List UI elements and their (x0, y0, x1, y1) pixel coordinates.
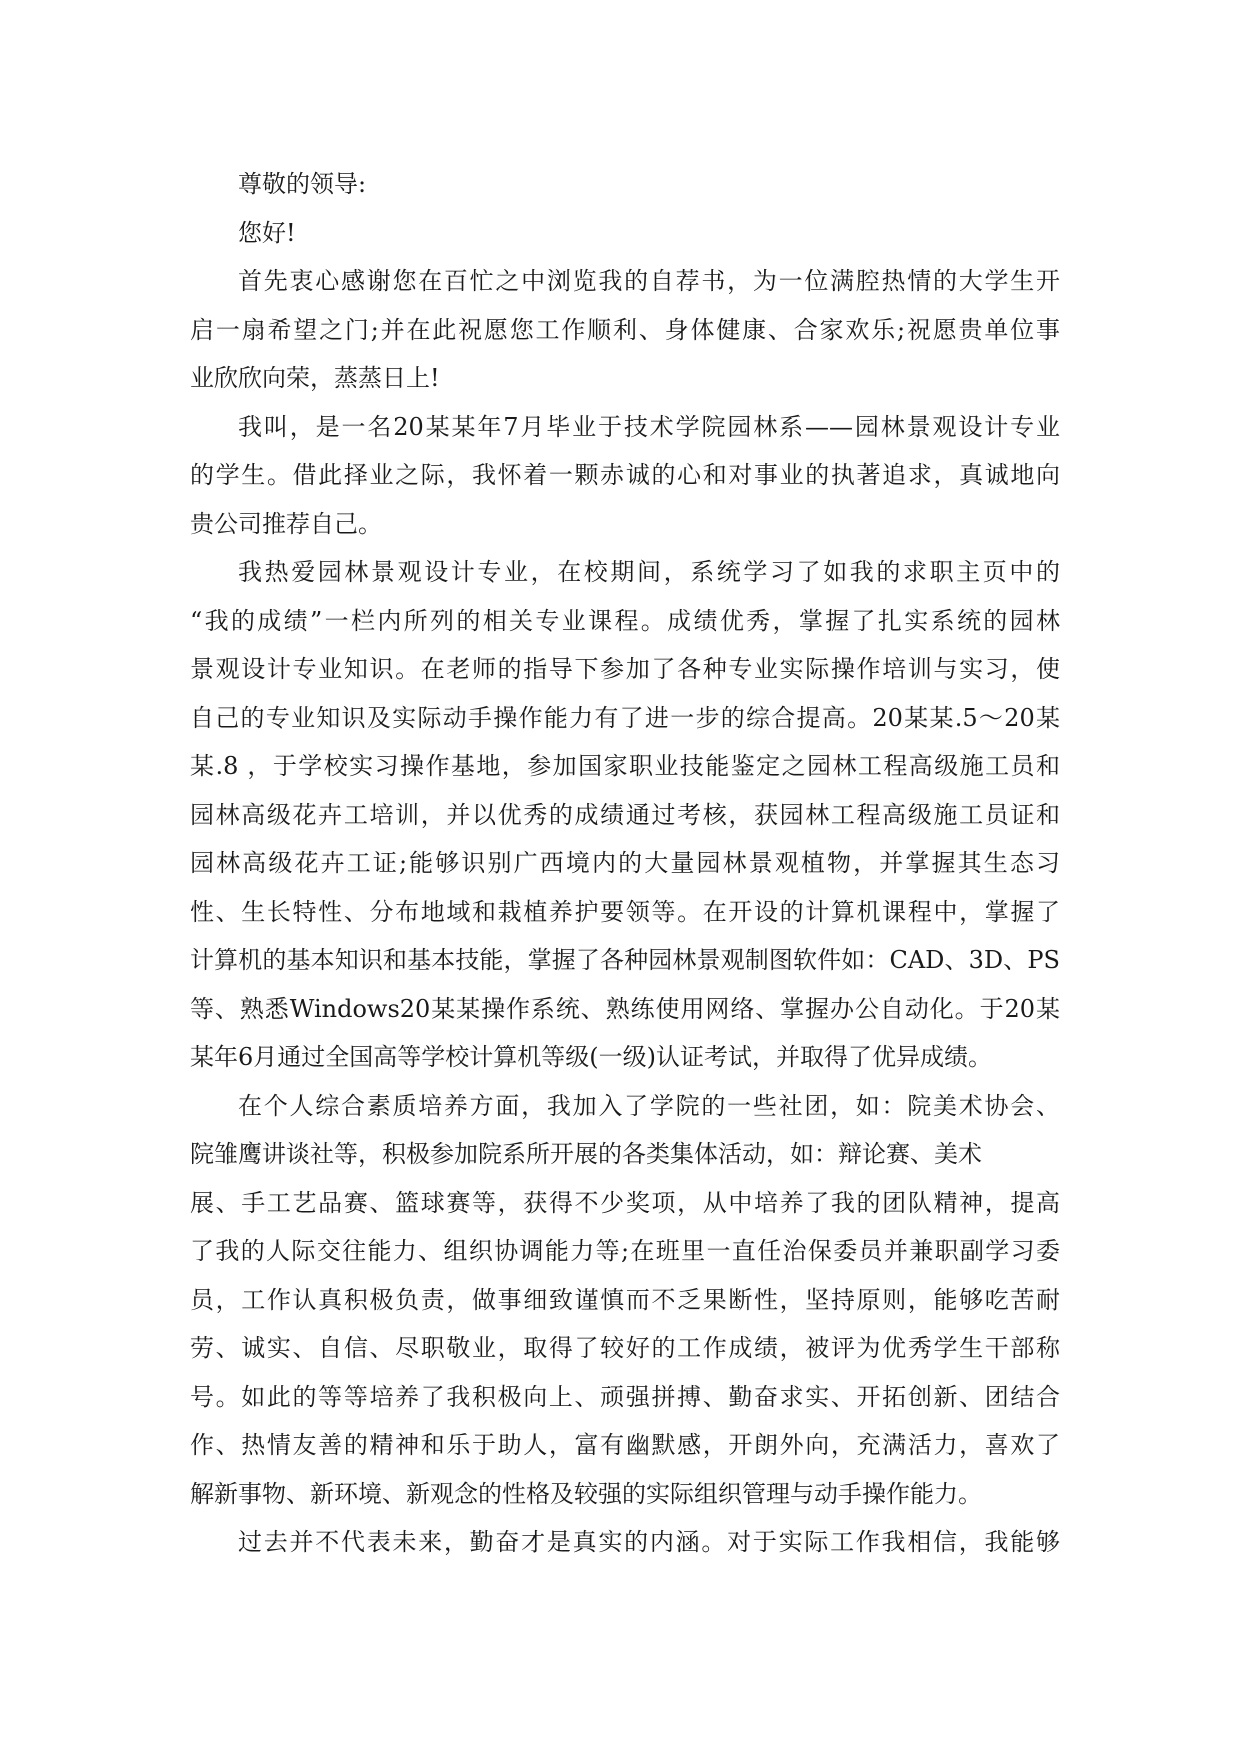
paragraph-line: 的学生。借此择业之际，我怀着一颗赤诚的心和对事业的执著追求，真诚地向 (190, 461, 1060, 489)
paragraph-line: 首先衷心感谢您在百忙之中浏览我的自荐书，为一位满腔热情的大学生开 (238, 267, 1060, 295)
paragraph-line: 院雏鹰讲谈社等，积极参加院系所开展的各类集体活动，如：辩论赛、美术 (190, 1140, 982, 1168)
paragraph-line: 作、热情友善的精神和乐于助人，富有幽默感，开朗外向，充满活力，喜欢了 (190, 1431, 1060, 1459)
paragraph-line: 景观设计专业知识。在老师的指导下参加了各种专业实际操作培训与实习，使 (190, 655, 1060, 683)
hello-line: 您好! (238, 218, 296, 247)
paragraph-line: 我叫，是一名20某某年7月毕业于技术学院园林系——园林景观设计专业 (238, 412, 1060, 441)
paragraph-line: 贵公司推荐自己。 (190, 509, 382, 538)
paragraph-line: 园林高级花卉工证;能够识别广西境内的大量园林景观植物，并掌握其生态习 (190, 849, 1060, 877)
paragraph-line: 自己的专业知识及实际动手操作能力有了进一步的综合提高。20某某.5～20某 (190, 703, 1060, 732)
paragraph-line: 劳、诚实、自信、尽职敬业，取得了较好的工作成绩，被评为优秀学生干部称 (190, 1334, 1060, 1362)
paragraph-line: 业欣欣向荣，蒸蒸日上! (190, 364, 440, 392)
paragraph-line: 员，工作认真积极负责，做事细致谨慎而不乏果断性，坚持原则，能够吃苦耐 (190, 1285, 1060, 1314)
paragraph-line: 展、手工艺品赛、篮球赛等，获得不少奖项，从中培养了我的团队精神，提高 (190, 1188, 1060, 1217)
paragraph-line: 我热爱园林景观设计专业，在校期间，系统学习了如我的求职主页中的 (238, 558, 1060, 586)
paragraph-line: 某.8 ，于学校实习操作基地，参加国家职业技能鉴定之园林工程高级施工员和 (190, 752, 1060, 780)
letter-body (190, 160, 1060, 1567)
paragraph-line: 性、生长特性、分布地域和栽植养护要领等。在开设的计算机课程中，掌握了 (190, 897, 1060, 926)
paragraph-line: 某年6月通过全国高等学校计算机等级(一级)认证考试，并取得了优异成绩。 (190, 1043, 992, 1071)
paragraph-line: 解新事物、新环境、新观念的性格及较强的实际组织管理与动手操作能力。 (190, 1479, 982, 1508)
paragraph-line: 号。如此的等等培养了我积极向上、顽强拼搏、勤奋求实、开拓创新、团结合 (190, 1382, 1060, 1411)
paragraph-line: 启一扇希望之门;并在此祝愿您工作顺利、身体健康、合家欢乐;祝愿贵单位事 (190, 315, 1060, 344)
paragraph-line: 了我的人际交往能力、组织协调能力等;在班里一直任治保委员并兼职副学习委 (190, 1237, 1060, 1265)
paragraph-line: 计算机的基本知识和基本技能，掌握了各种园林景观制图软件如：CAD、3D、PS (190, 946, 1060, 974)
paragraph-line: 在个人综合素质培养方面，我加入了学院的一些社团，如：院美术协会、 (238, 1091, 1060, 1120)
paragraph-line: 等、熟悉Windows20某某操作系统、熟练使用网络、掌握办公自动化。于20某 (190, 994, 1060, 1023)
greeting: 尊敬的领导: (238, 170, 367, 198)
paragraph-line: 园林高级花卉工培训，并以优秀的成绩通过考核，获园林工程高级施工员证和 (190, 800, 1060, 829)
paragraph-line: 过去并不代表未来，勤奋才是真实的内涵。对于实际工作我相信，我能够 (238, 1528, 1060, 1556)
paragraph-line: “我的成绩”一栏内所列的相关专业课程。成绩优秀，掌握了扎实系统的园林 (190, 606, 1060, 635)
